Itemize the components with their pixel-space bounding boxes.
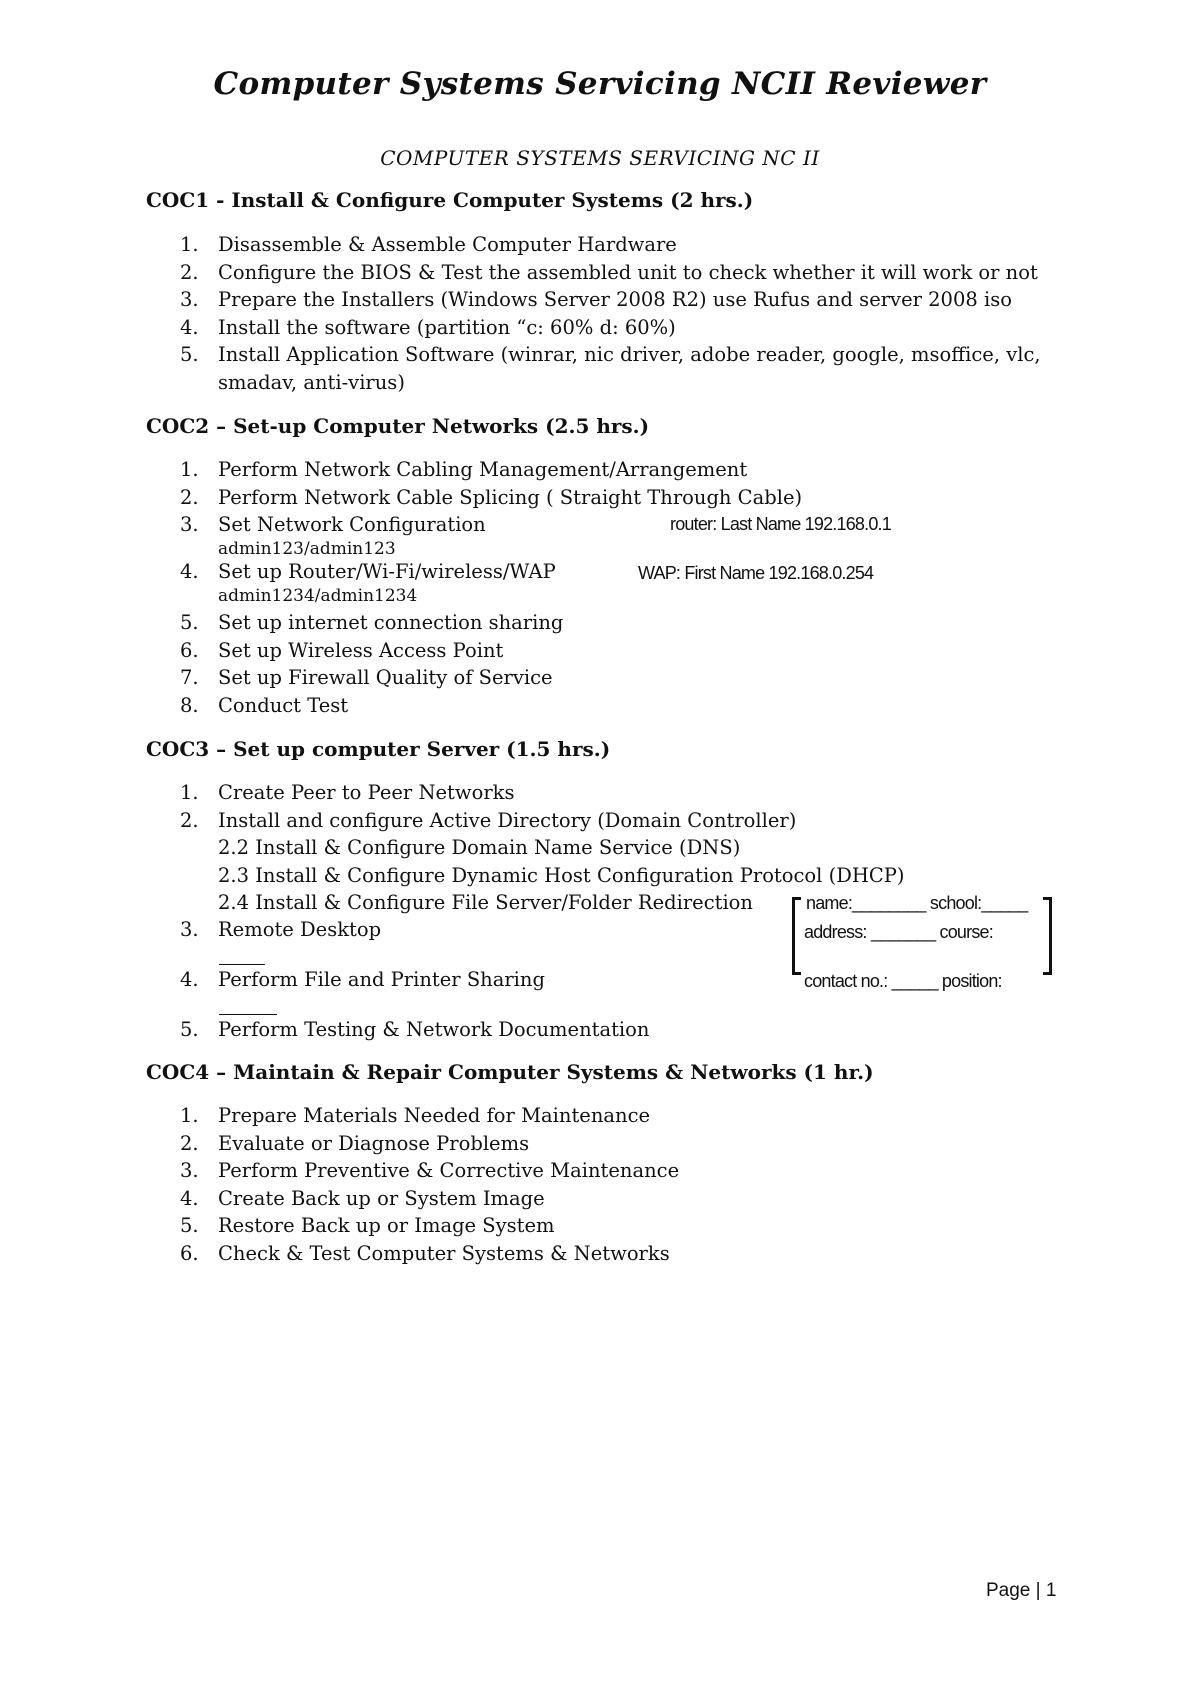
list-item: 2. Install and configure Active Directory (Domain Controller) — [180, 808, 797, 832]
document-subtitle: COMPUTER SYSTEMS SERVICING NC II — [380, 146, 820, 170]
coc2-heading: COC2 – Set-up Computer Networks (2.5 hrs.) — [146, 414, 650, 438]
list-item: 5. Set up internet connection sharing — [180, 611, 564, 634]
router-credentials: admin123/admin123 — [218, 538, 396, 559]
list-item: 4. Install the software (partition “c: 60% d: 60%) — [180, 315, 676, 339]
contact-number-line: contact no.: _____ position: — [804, 971, 1002, 991]
list-item: 1. Prepare Materials Needed for Maintenance — [180, 1104, 651, 1127]
contact-name-line: name:________ school:_____ — [806, 893, 1028, 913]
list-item: 4. Create Back up or System Image — [180, 1186, 545, 1210]
list-item: 1. Perform Network Cabling Management/Arrangement — [180, 458, 748, 481]
list-item: 7. Set up Firewall Quality of Service — [180, 666, 553, 689]
list-item: 5. Perform Testing & Network Documentation — [180, 1018, 650, 1041]
coc1-list — [180, 231, 1041, 396]
router-note: router: Last Name 192.168.0.1 — [670, 514, 891, 534]
coc4-list — [180, 1102, 679, 1267]
list-item: 3. Prepare the Installers (Windows Server 2008 R2) use Rufus and server 2008 iso — [180, 288, 1012, 311]
bracket-right — [1043, 897, 1052, 975]
list-item: 3. Set Network Configuration admin123/admin123 — [180, 511, 802, 558]
list-item: 6. Set up Wireless Access Point — [180, 638, 504, 662]
page-number: Page | 1 — [986, 1580, 1057, 1601]
bracket-left — [792, 897, 801, 975]
list-item: 2. Evaluate or Diagnose Problems — [180, 1131, 530, 1155]
list-item: 5. Install Application Software (winrar, nic driver, adobe reader, google, msoffice, vlc, — [180, 343, 1041, 366]
list-item: 4. Set up Router/Wi-Fi/wireless/WAP admin1234/admin1234 — [180, 558, 802, 609]
coc1-heading: COC1 - Install & Configure Computer Systems (2 hrs.) — [146, 188, 754, 212]
list-item: 3. Remote Desktop — [180, 918, 382, 941]
wap-note: WAP: First Name 192.168.0.254 — [638, 563, 874, 583]
coc4-heading: COC4 – Maintain & Repair Computer Systems & Networks (1 hr.) — [146, 1060, 874, 1084]
blank-line — [219, 964, 265, 965]
contact-address-line: address: _______ course: — [804, 922, 993, 942]
document-title: Computer Systems Servicing NCII Reviewer — [213, 66, 987, 102]
list-item: 6. Check & Test Computer Systems & Networks — [180, 1241, 670, 1265]
list-item: 1. Disassemble & Assemble Computer Hardware — [180, 233, 677, 256]
sub-list-item: 2.2 Install & Configure Domain Name Service (DNS) — [218, 836, 741, 859]
sub-list-item: 2.4 Install & Configure File Server/Folder Redirection — [218, 891, 753, 914]
list-item: 2. Configure the BIOS & Test the assembled unit to check whether it will work or not — [180, 260, 1038, 284]
coc2-list — [180, 456, 802, 719]
wap-credentials: admin1234/admin1234 — [218, 585, 418, 606]
coc3-heading: COC3 – Set up computer Server (1.5 hrs.) — [146, 737, 611, 761]
list-item: 4. Perform File and Printer Sharing — [180, 968, 545, 991]
contact-info-box — [792, 893, 1052, 991]
sub-list-item: 2.3 Install & Configure Dynamic Host Configuration Protocol (DHCP) — [218, 863, 905, 887]
list-item: 3. Perform Preventive & Corrective Maintenance — [180, 1159, 680, 1182]
list-item: 1. Create Peer to Peer Networks — [180, 781, 515, 804]
blank-line — [219, 1014, 277, 1015]
list-item-continuation: smadav, anti-virus) — [218, 370, 405, 394]
list-item: 2. Perform Network Cable Splicing ( Straight Through Cable) — [180, 485, 803, 509]
list-item: 8. Conduct Test — [180, 693, 349, 717]
list-item: 5. Restore Back up or Image System — [180, 1214, 555, 1237]
